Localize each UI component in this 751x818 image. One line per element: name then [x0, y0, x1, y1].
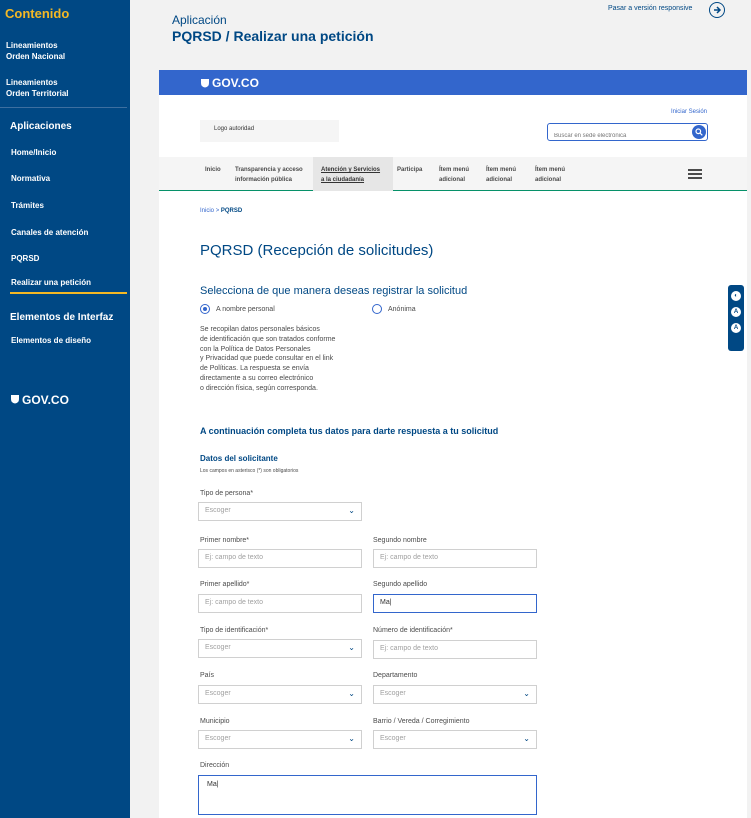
form-heading: Datos del solicitante — [200, 454, 278, 463]
gov-bar-logo-text: GOV.CO — [212, 76, 259, 90]
label-barrio: Barrio / Vereda / Corregimiento — [373, 718, 470, 725]
sidebar-item-tramites[interactable]: Trámites — [11, 201, 44, 210]
chevron-down-icon: ⌄ — [348, 689, 355, 698]
header-app: Aplicación — [172, 13, 227, 27]
input-primer-apellido[interactable]: Ej: campo de texto — [198, 594, 362, 613]
gov-shield-icon — [10, 393, 20, 407]
select-tipo-id[interactable] — [198, 639, 362, 658]
label-direccion: Dirección — [200, 762, 230, 769]
note-line: o dirección física, según corresponda. — [200, 384, 318, 392]
search-icon — [695, 128, 703, 136]
label-tipo-id: Tipo de identificación* — [200, 627, 269, 634]
nav-item-adicional-2[interactable] — [486, 165, 516, 185]
label-segundo-apellido: Segundo apellido — [373, 581, 428, 588]
nav-label: adicional — [535, 177, 562, 183]
label-municipio: Municipio — [200, 718, 230, 725]
select-tipo-persona[interactable] — [198, 502, 362, 521]
sidebar-item-label: Lineamientos — [6, 41, 58, 50]
radio-checked-icon — [200, 304, 210, 314]
input-segundo-nombre[interactable]: Ej: campo de texto — [373, 549, 537, 568]
nav-item-adicional-1[interactable] — [439, 165, 469, 185]
main-title: PQRSD (Recepción de solicitudes) — [200, 242, 434, 259]
nav-label: Participa — [397, 167, 423, 173]
font-increase-icon[interactable]: A — [731, 323, 741, 333]
radio-label: A nombre personal — [216, 305, 275, 313]
chevron-down-icon: ⌄ — [523, 734, 530, 743]
responsive-arrow-icon[interactable] — [709, 2, 725, 18]
select-value: Escoger — [205, 735, 231, 742]
input-segundo-apellido[interactable]: Ma| — [373, 594, 537, 613]
radio-label: Anónima — [388, 305, 416, 313]
select-value: Escoger — [380, 735, 406, 742]
hamburger-menu-icon[interactable] — [688, 169, 702, 181]
breadcrumb-current: PQRSD — [220, 208, 243, 214]
input-numero-id[interactable]: Ej: campo de texto — [373, 640, 537, 659]
section-heading: A continuación completa tus datos para darte respuesta a tu solicitud — [200, 426, 499, 436]
gov-logo-text: GOV.CO — [22, 393, 69, 407]
logo-autoridad: Logo autoridad — [200, 120, 339, 142]
sidebar-item-canales[interactable]: Canales de atención — [11, 228, 89, 237]
sidebar-item-realizar-peticion[interactable]: Realizar una petición — [11, 278, 92, 287]
sidebar-title: Contenido — [5, 6, 70, 21]
sidebar-item-label: Orden Territorial — [6, 89, 69, 98]
note-line: de identificación que son tratados conforme — [200, 335, 336, 343]
login-link[interactable]: Iniciar Sesión — [670, 109, 707, 115]
note-line: con la Política de Datos Personales — [200, 345, 311, 353]
select-value: Escoger — [205, 644, 231, 651]
form-note: Los campos en asterisco (*) son obligatorios — [200, 468, 299, 474]
input-primer-nombre[interactable]: Ej: campo de texto — [198, 549, 362, 568]
select-value: Escoger — [205, 690, 231, 697]
select-municipio[interactable] — [198, 730, 362, 749]
label-pais: País — [200, 672, 215, 679]
preview-frame — [159, 70, 747, 818]
nav-label: Ítem menú — [535, 167, 566, 173]
chevron-down-icon: ⌄ — [348, 506, 355, 515]
note-line: Se recopilan datos personales básicos — [200, 326, 320, 333]
radio-anonima[interactable] — [372, 304, 416, 314]
label-primer-nombre: Primer nombre* — [200, 537, 250, 544]
contrast-icon[interactable]: ◐ — [731, 291, 741, 301]
label-primer-apellido: Primer apellido* — [200, 581, 250, 588]
nav-item-atencion[interactable] — [321, 165, 380, 185]
font-decrease-icon[interactable]: A — [731, 307, 741, 317]
nav-label: Ítem menú — [486, 167, 517, 173]
nav-label: Transparencia y acceso — [235, 167, 303, 173]
label-numero-id: Número de identificación* — [373, 627, 453, 634]
search-box — [547, 123, 708, 141]
label-tipo-persona: Tipo de persona* — [200, 490, 254, 497]
sidebar-item-elementos-diseno[interactable]: Elementos de diseño — [11, 336, 92, 345]
radio-unchecked-icon — [372, 304, 382, 314]
breadcrumb — [200, 208, 242, 214]
nav-label: Inicio — [205, 167, 221, 173]
nav-item-participa[interactable] — [397, 165, 422, 175]
nav-item-adicional-3[interactable] — [535, 165, 565, 185]
chevron-down-icon: ⌄ — [523, 689, 530, 698]
sidebar-item-label: Orden Nacional — [6, 52, 66, 61]
radio-personal[interactable] — [200, 304, 275, 314]
nav-label: Atención y Servicios — [321, 167, 381, 173]
nav-item-transparencia[interactable] — [235, 165, 303, 185]
gov-bar-logo[interactable] — [200, 76, 259, 90]
responsive-link[interactable]: Pasar a versión responsive — [608, 5, 693, 12]
gov-bar — [159, 70, 747, 95]
main-nav — [159, 157, 747, 191]
sidebar-item-home[interactable]: Home/Inicio — [11, 148, 57, 157]
nav-label: información pública — [235, 177, 293, 183]
nav-label: Ítem menú — [439, 167, 470, 173]
select-pais[interactable] — [198, 685, 362, 704]
sub-title: Selecciona de que manera deseas registrar la solicitud — [200, 285, 468, 297]
sidebar — [0, 0, 130, 818]
note-line: de Políticas. La respuesta se envía — [200, 365, 309, 373]
search-input[interactable] — [548, 130, 688, 139]
gov-shield-icon — [200, 78, 210, 88]
chevron-down-icon: ⌄ — [348, 643, 355, 652]
note-line: directamente a su correo electrónico — [200, 374, 314, 382]
sidebar-item-normativa[interactable]: Normativa — [11, 174, 51, 183]
nav-item-inicio[interactable] — [205, 165, 221, 175]
select-value: Escoger — [380, 690, 406, 697]
chevron-down-icon: ⌄ — [348, 734, 355, 743]
sidebar-item-lineamientos-territorial[interactable] — [6, 77, 69, 99]
accessibility-toolbar — [728, 285, 744, 351]
label-departamento: Departamento — [373, 672, 418, 679]
breadcrumb-home[interactable]: Inicio — [200, 208, 215, 214]
breadcrumb-separator: > — [215, 208, 220, 214]
privacy-note — [200, 325, 370, 394]
sidebar-head-interfaz: Elementos de Interfaz — [10, 312, 114, 323]
gov-logo — [10, 393, 69, 407]
nav-label: adicional — [439, 177, 466, 183]
nav-label: adicional — [486, 177, 513, 183]
search-button[interactable] — [692, 125, 706, 139]
page-title: PQRSD / Realizar una petición — [172, 28, 374, 44]
sidebar-active-indicator — [10, 292, 127, 294]
sidebar-item-pqrsd[interactable]: PQRSD — [11, 254, 40, 263]
select-barrio[interactable] — [373, 730, 537, 749]
sidebar-item-label: Lineamientos — [6, 78, 58, 87]
sidebar-item-lineamientos-nacional[interactable] — [6, 40, 65, 62]
note-line: y Privacidad que puede consultar en el link — [200, 355, 334, 363]
select-value: Escoger — [205, 507, 231, 514]
label-segundo-nombre: Segundo nombre — [373, 537, 427, 544]
nav-label: a la ciudadanía — [321, 177, 365, 183]
input-direccion[interactable]: Ma| — [198, 775, 537, 815]
select-departamento[interactable] — [373, 685, 537, 704]
sidebar-head-aplicaciones: Aplicaciones — [10, 121, 72, 132]
sidebar-divider — [0, 107, 127, 108]
